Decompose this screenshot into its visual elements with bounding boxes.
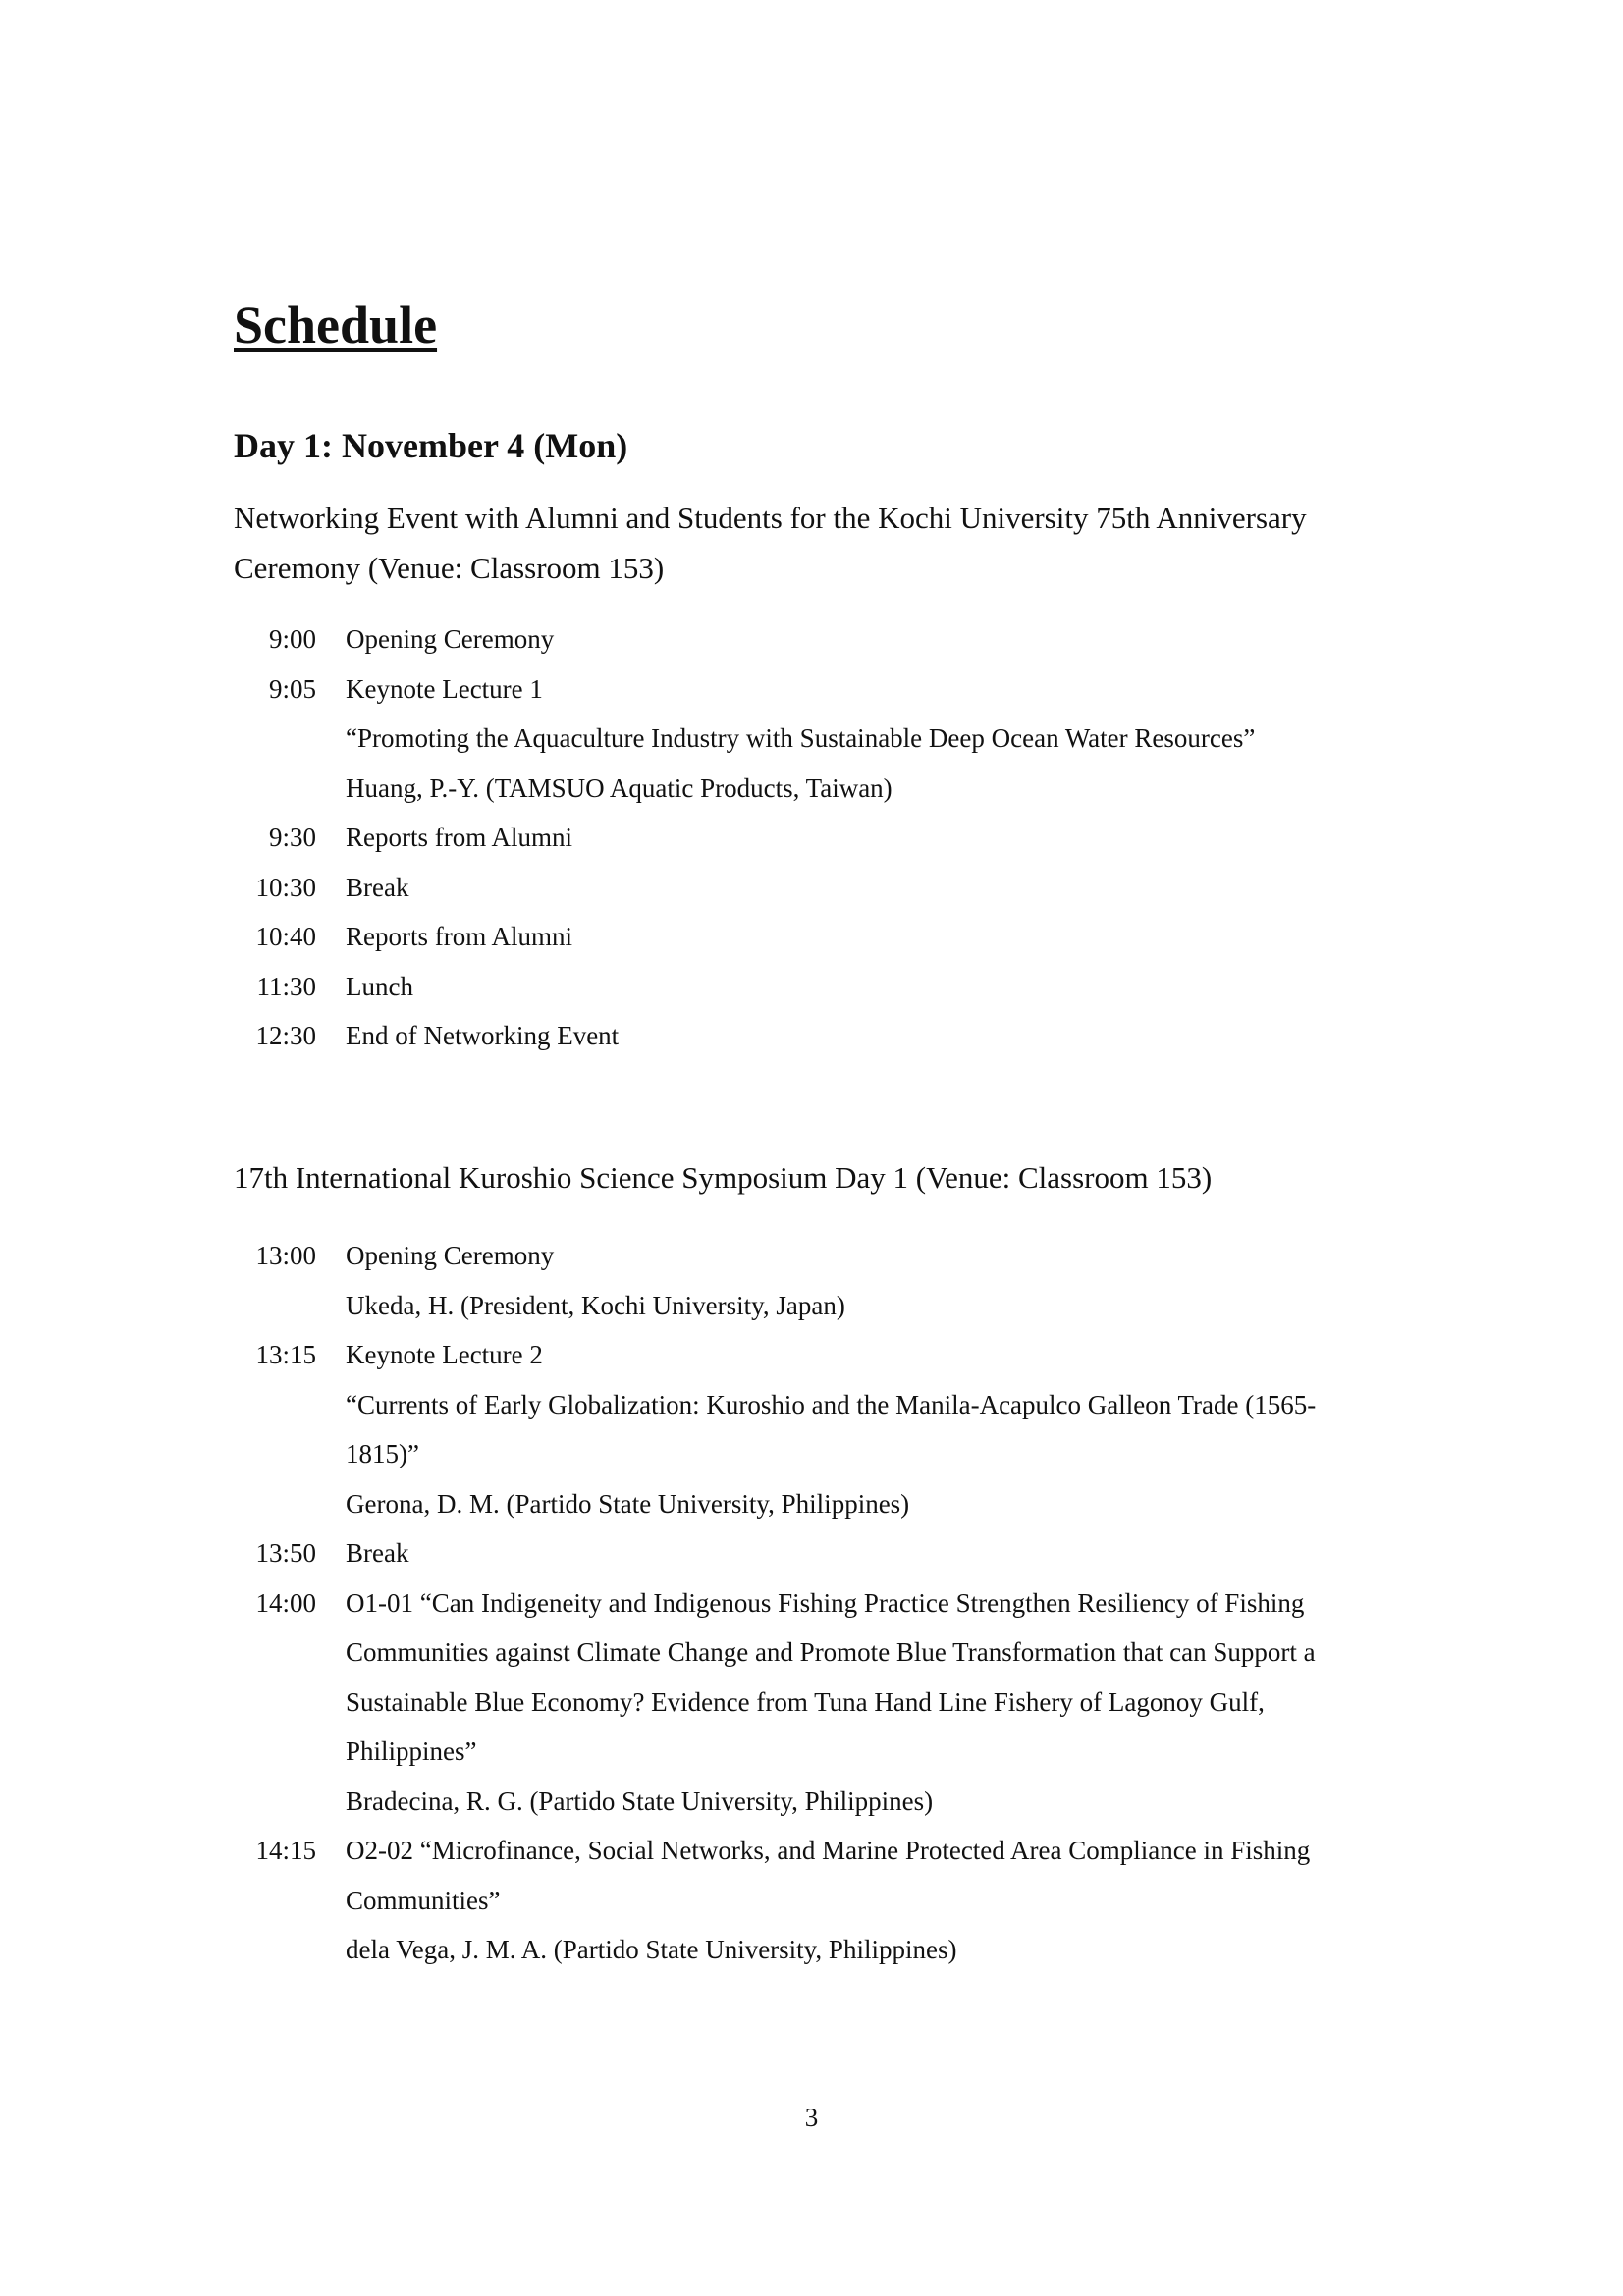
schedule-row <box>234 614 1412 665</box>
description-line: Huang, P.-Y. (TAMSUO Aquatic Products, Taiwan) <box>346 773 893 803</box>
description-line: “Currents of Early Globalization: Kuroshio and the Manila-Acapulco Galleon Trade (1565- <box>346 1389 1317 1419</box>
section-title-networking <box>234 493 1412 593</box>
description-line: Break <box>346 872 409 902</box>
schedule-time: 10:30 <box>255 872 316 902</box>
description-line: O2-02 “Microfinance, Social Networks, and Marine Protected Area Compliance in Fishing <box>346 1836 1311 1865</box>
schedule-description <box>346 813 1401 863</box>
description-line: Opening Ceremony <box>346 1241 555 1270</box>
schedule-row <box>234 813 1412 863</box>
schedule-time: 12:30 <box>255 1021 316 1050</box>
schedule-time: 9:00 <box>268 624 316 654</box>
description-line: “Promoting the Aquaculture Industry with Sustainable Deep Ocean Water Resources” <box>346 723 1256 753</box>
schedule-description <box>346 1011 1401 1061</box>
description-line: O1-01 “Can Indigeneity and Indigenous Fishing Practice Strengthen Resiliency of Fishing <box>346 1587 1305 1618</box>
page-number: 3 <box>804 2103 819 2132</box>
page-title: Schedule <box>234 295 438 354</box>
schedule-description <box>346 962 1401 1012</box>
schedule-description <box>346 1528 1401 1578</box>
description-line: Keynote Lecture 1 <box>346 673 543 704</box>
day-heading: Day 1: November 4 (Mon) <box>234 426 628 465</box>
description-line: 1815)” <box>346 1439 419 1468</box>
schedule-description <box>346 863 1401 913</box>
schedule-time: 13:00 <box>255 1241 316 1270</box>
schedule-row <box>234 665 1412 814</box>
description-line: Opening Ceremony <box>346 624 555 654</box>
schedule-time: 14:15 <box>255 1836 316 1865</box>
section-title-line: Ceremony (Venue: Classroom 153) <box>234 551 665 585</box>
schedule-row <box>234 912 1412 962</box>
schedule-time: 13:50 <box>255 1538 316 1568</box>
schedule-description <box>346 1578 1401 1827</box>
page-content <box>234 291 1412 1964</box>
description-line: dela Vega, J. M. A. (Partido State University, Philippines) <box>346 1935 957 1964</box>
description-line: Reports from Alumni <box>346 922 572 951</box>
schedule-description <box>346 912 1401 962</box>
description-line: Philippines” <box>346 1736 477 1766</box>
description-line: Keynote Lecture 2 <box>346 1340 543 1369</box>
schedule-description <box>346 665 1401 814</box>
schedule-row <box>234 863 1412 913</box>
schedule-time: 9:05 <box>268 673 316 704</box>
schedule-time: 9:30 <box>268 823 316 852</box>
schedule-time: 10:40 <box>255 922 316 951</box>
schedule-row <box>234 1578 1412 1827</box>
description-line: Gerona, D. M. (Partido State University, Philippines) <box>346 1488 910 1519</box>
description-line: Bradecina, R. G. (Partido State University, Philippines) <box>346 1786 934 1816</box>
description-line: Ukeda, H. (President, Kochi University, Japan) <box>346 1290 845 1320</box>
schedule-networking <box>234 614 1412 1061</box>
description-line: Break <box>346 1538 409 1568</box>
section-title-line: Networking Event with Alumni and Students for the Kochi University 75th Anniversary <box>234 501 1307 535</box>
schedule-row <box>234 1231 1412 1330</box>
schedule-time: 11:30 <box>256 971 316 1001</box>
description-line: Communities” <box>346 1885 501 1915</box>
schedule-description <box>346 1231 1401 1330</box>
description-line: End of Networking Event <box>346 1021 620 1050</box>
description-line: Communities against Climate Change and Promote Blue Transformation that can Support a <box>346 1637 1316 1667</box>
schedule-row <box>234 1528 1412 1578</box>
schedule-symposium <box>234 1231 1412 1975</box>
schedule-row <box>234 962 1412 1012</box>
schedule-description <box>346 1330 1401 1528</box>
schedule-description <box>346 614 1401 665</box>
section-title-symposium: 17th International Kuroshio Science Symposium Day 1 (Venue: Classroom 153) <box>234 1160 1213 1195</box>
schedule-time: 13:15 <box>255 1340 316 1369</box>
description-line: Lunch <box>346 971 413 1001</box>
schedule-row <box>234 1826 1412 1975</box>
description-line: Reports from Alumni <box>346 823 572 852</box>
description-line: Sustainable Blue Economy? Evidence from Tuna Hand Line Fishery of Lagonoy Gulf, <box>346 1686 1265 1717</box>
schedule-time: 14:00 <box>255 1587 316 1618</box>
schedule-description <box>346 1826 1401 1975</box>
schedule-row <box>234 1330 1412 1528</box>
schedule-row <box>234 1011 1412 1061</box>
